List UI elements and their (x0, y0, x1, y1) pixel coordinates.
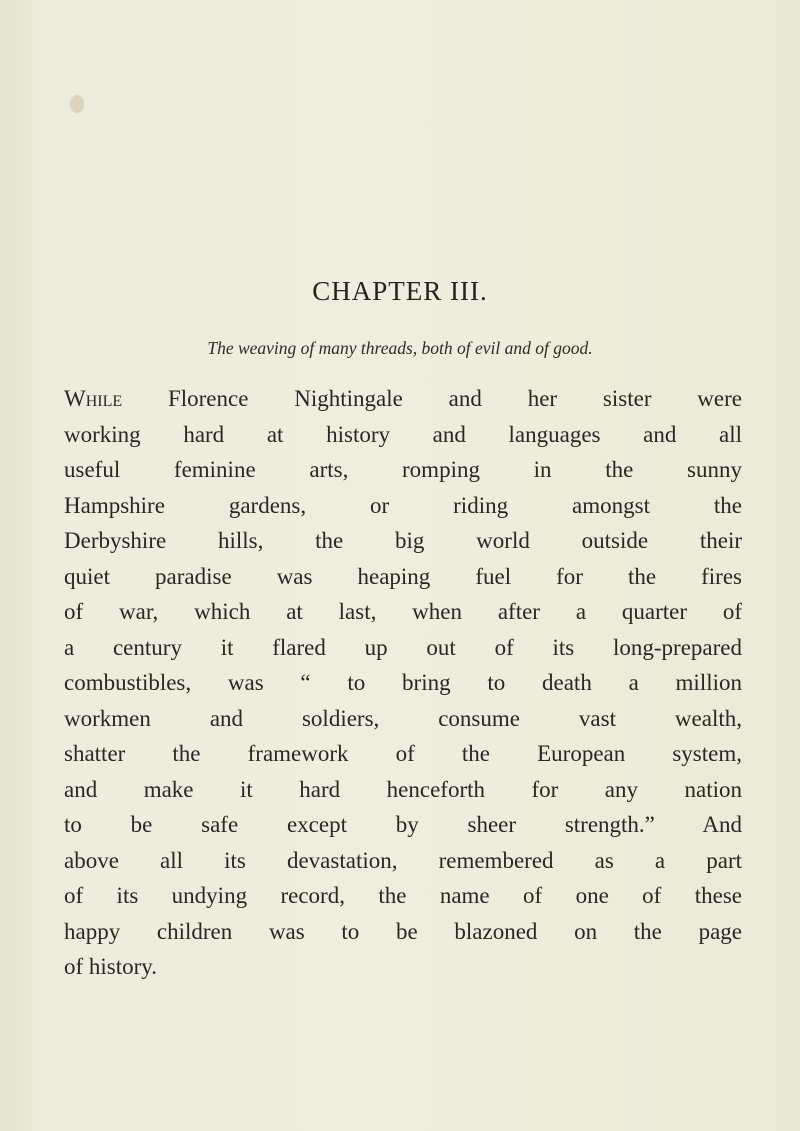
paragraph-line: combustibles, was “ to bring to death a million (64, 670, 742, 695)
paragraph-line (64, 381, 742, 417)
paragraph-line: and make it hard henceforth for any nation (64, 776, 742, 802)
line-text: Florence Nightingale and her sister were (122, 386, 742, 411)
paragraph-line: working hard at history and languages and all (64, 421, 742, 447)
paragraph-line: Derbyshire hills, the big world outside their (64, 528, 742, 553)
paragraph-line: a century it flared up out of its long-prepared (64, 634, 742, 660)
paragraph-line: shatter the framework of the European system, (64, 741, 742, 766)
paragraph-line: useful feminine arts, romping in the sunny (64, 457, 742, 482)
chapter-heading: CHAPTER III. (312, 276, 488, 306)
paragraph-line: quiet paradise was heaping fuel for the fires (64, 563, 742, 589)
paragraph-line: Hampshire gardens, or riding amongst the (64, 492, 742, 518)
paragraph-line: workmen and soldiers, consume vast wealth, (64, 705, 742, 731)
paper-stain (70, 95, 84, 113)
lead-word: While (64, 386, 123, 411)
paragraph-line: of war, which at last, when after a quarter of (64, 599, 742, 624)
paragraph-line: above all its devastation, remembered as a part (64, 847, 742, 873)
paragraph-line: happy children was to be blazoned on the page (64, 918, 742, 944)
paragraph-line: to be safe except by sheer strength.” And (64, 812, 742, 837)
paragraph-line: of history. (64, 954, 158, 979)
chapter-epigraph: The weaving of many threads, both of evil and of good. (207, 338, 593, 358)
body-paragraph (64, 381, 742, 985)
paragraph-line: of its undying record, the name of one of these (64, 883, 742, 908)
